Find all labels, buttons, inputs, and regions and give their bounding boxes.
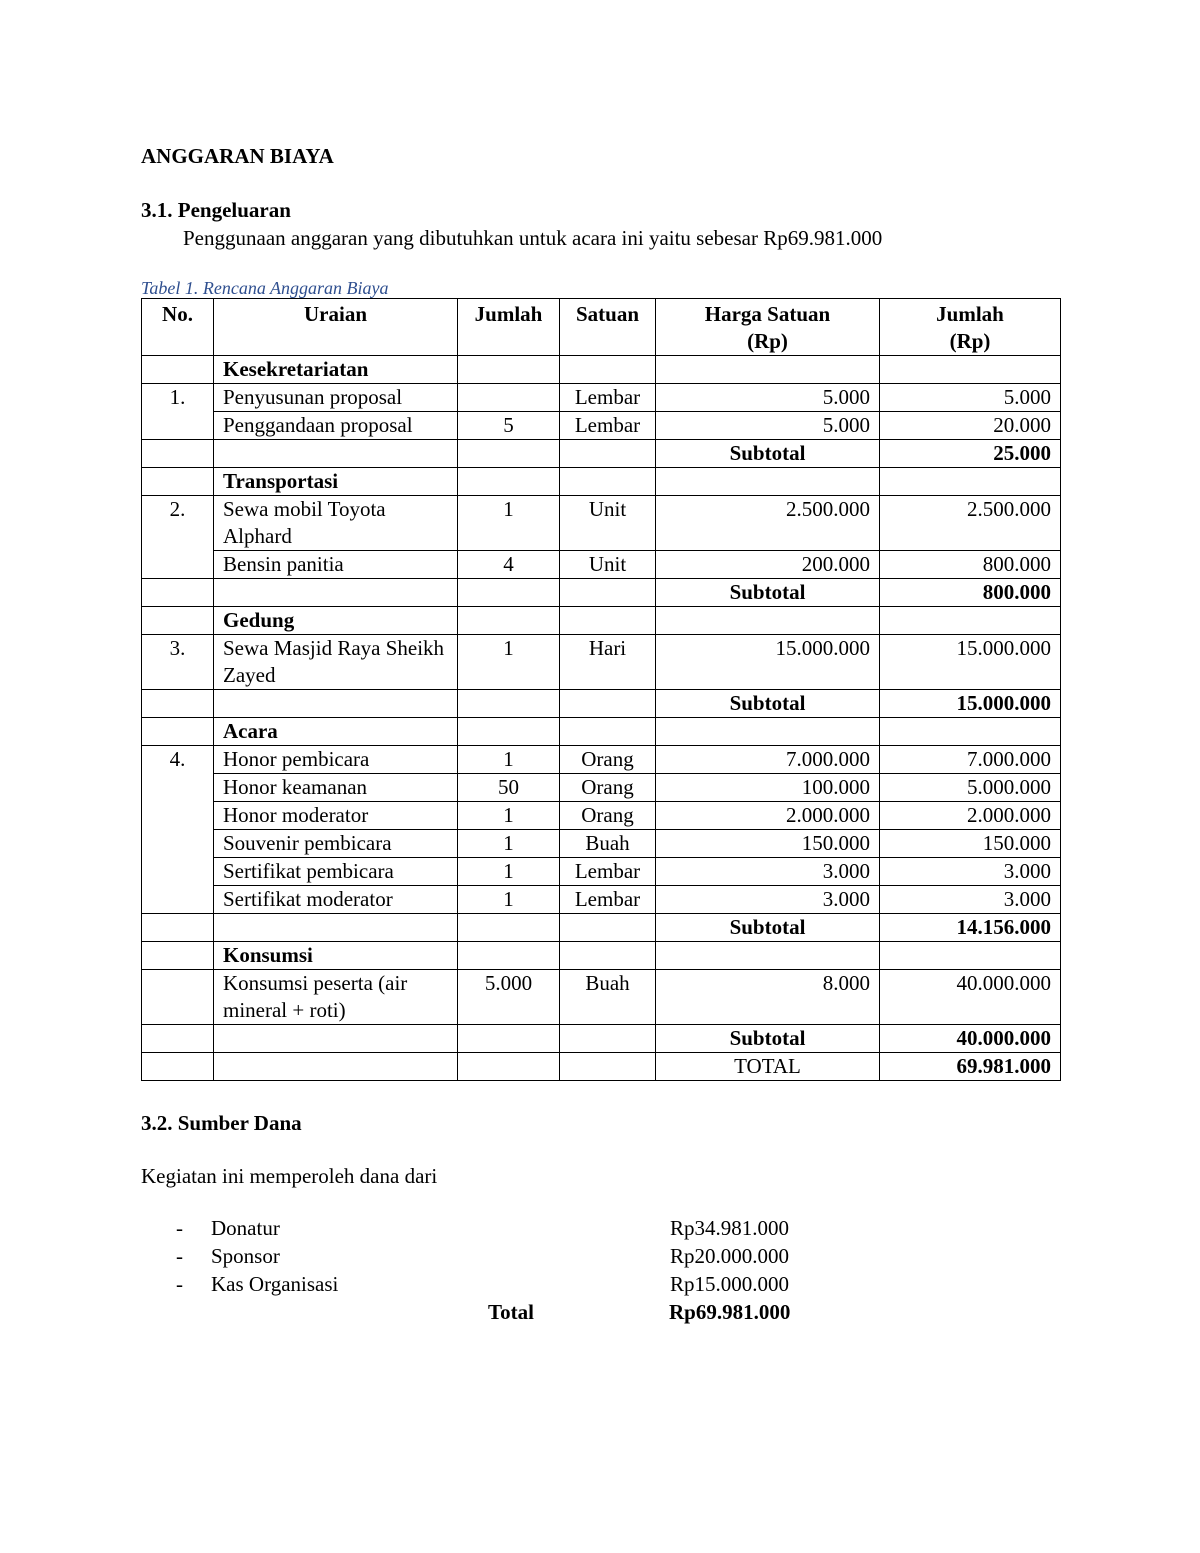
empty-cell [142, 1025, 214, 1053]
item-uraian: Sertifikat pembicara [214, 858, 458, 886]
item-harga-satuan: 3.000 [656, 858, 880, 886]
item-harga-satuan: 2.500.000 [656, 496, 880, 551]
empty-cell [458, 718, 560, 746]
item-uraian: Sewa Masjid Raya Sheikh Zayed [214, 635, 458, 690]
category-row [142, 718, 1061, 746]
category-label: Gedung [214, 607, 458, 635]
category-row [142, 607, 1061, 635]
empty-cell [880, 468, 1061, 496]
empty-cell [458, 579, 560, 607]
empty-cell [214, 914, 458, 942]
item-total: 20.000 [880, 412, 1061, 440]
item-uraian: Penggandaan proposal [214, 412, 458, 440]
item-harga-satuan: 5.000 [656, 412, 880, 440]
category-no-cell [142, 468, 214, 496]
subtotal-value: 800.000 [880, 579, 1061, 607]
empty-cell [560, 718, 656, 746]
category-no-cell [142, 607, 214, 635]
item-satuan: Lembar [560, 412, 656, 440]
category-no-cell [142, 356, 214, 384]
item-total: 3.000 [880, 858, 1061, 886]
empty-cell [142, 579, 214, 607]
item-total: 7.000.000 [880, 746, 1061, 774]
empty-cell [560, 579, 656, 607]
fund-bullet: - [176, 1272, 183, 1296]
empty-cell [880, 942, 1061, 970]
item-row [142, 412, 1061, 440]
empty-cell [214, 690, 458, 718]
header-jumlah: Jumlah [458, 299, 560, 356]
empty-cell [214, 440, 458, 468]
fund-source-row [141, 1244, 841, 1272]
item-total: 15.000.000 [880, 635, 1061, 690]
fund-source-name: Sponsor [211, 1244, 280, 1268]
subtotal-label: Subtotal [656, 690, 880, 718]
subtotal-value: 40.000.000 [880, 1025, 1061, 1053]
fund-source-name: Kas Organisasi [211, 1272, 339, 1296]
item-satuan: Lembar [560, 858, 656, 886]
empty-cell [458, 914, 560, 942]
item-harga-satuan: 5.000 [656, 384, 880, 412]
subtotal-label: Subtotal [656, 914, 880, 942]
item-row [142, 802, 1061, 830]
pengeluaran-paragraph: Penggunaan anggaran yang dibutuhkan untuk acara ini yaitu sebesar Rp69.981.000 [183, 226, 883, 250]
item-total: 40.000.000 [880, 970, 1061, 1025]
empty-cell [560, 1025, 656, 1053]
item-harga-satuan: 100.000 [656, 774, 880, 802]
item-row [142, 886, 1061, 914]
fund-total-amount: Rp69.981.000 [669, 1300, 791, 1324]
fund-bullet: - [176, 1216, 183, 1240]
header-harga-line1: Harga Satuan [704, 302, 831, 326]
empty-cell [458, 607, 560, 635]
item-number: 4. [142, 746, 214, 914]
item-harga-satuan: 8.000 [656, 970, 880, 1025]
header-uraian: Uraian [214, 299, 458, 356]
item-uraian: Honor pembicara [214, 746, 458, 774]
empty-cell [214, 1053, 458, 1081]
item-uraian: Penyusunan proposal [214, 384, 458, 412]
item-jumlah: 5.000 [458, 970, 560, 1025]
item-satuan: Orang [560, 774, 656, 802]
subtotal-label: Subtotal [656, 440, 880, 468]
item-row [142, 551, 1061, 579]
subtotal-value: 15.000.000 [880, 690, 1061, 718]
subtotal-row [142, 690, 1061, 718]
item-satuan: Orang [560, 746, 656, 774]
header-total-line1: Jumlah [936, 302, 1004, 326]
item-total: 5.000.000 [880, 774, 1061, 802]
item-satuan: Unit [560, 551, 656, 579]
subtotal-row [142, 1025, 1061, 1053]
item-satuan: Lembar [560, 384, 656, 412]
budget-table [141, 298, 1061, 1081]
item-jumlah [458, 384, 560, 412]
table-header-row [142, 299, 1061, 356]
category-row [142, 356, 1061, 384]
item-satuan: Hari [560, 635, 656, 690]
empty-cell [656, 718, 880, 746]
item-row [142, 858, 1061, 886]
item-uraian: Honor moderator [214, 802, 458, 830]
fund-source-row [141, 1216, 841, 1244]
table-caption: Tabel 1. Rencana Anggaran Biaya [141, 278, 389, 298]
item-jumlah: 1 [458, 635, 560, 690]
category-row [142, 468, 1061, 496]
item-number: 1. [142, 384, 214, 440]
fund-source-amount: Rp34.981.000 [670, 1216, 790, 1240]
item-harga-satuan: 2.000.000 [656, 802, 880, 830]
item-number: 2. [142, 496, 214, 579]
empty-cell [656, 942, 880, 970]
item-jumlah: 4 [458, 551, 560, 579]
empty-cell [560, 690, 656, 718]
item-satuan: Buah [560, 830, 656, 858]
empty-cell [560, 942, 656, 970]
subtotal-row [142, 579, 1061, 607]
item-uraian: Honor keamanan [214, 774, 458, 802]
item-row [142, 970, 1061, 1025]
item-uraian: Bensin panitia [214, 551, 458, 579]
sumber-dana-intro: Kegiatan ini memperoleh dana dari [141, 1164, 438, 1188]
empty-cell [560, 468, 656, 496]
empty-cell [880, 607, 1061, 635]
empty-cell [214, 1025, 458, 1053]
empty-cell [656, 607, 880, 635]
empty-cell [880, 718, 1061, 746]
empty-cell [560, 356, 656, 384]
category-no-cell [142, 718, 214, 746]
fund-source-name: Donatur [211, 1216, 280, 1240]
header-satuan: Satuan [560, 299, 656, 356]
section-heading-sumber-dana: 3.2. Sumber Dana [141, 1111, 302, 1135]
fund-source-amount: Rp20.000.000 [670, 1244, 790, 1268]
header-harga-satuan [656, 299, 880, 356]
item-total: 5.000 [880, 384, 1061, 412]
item-row [142, 384, 1061, 412]
empty-cell [458, 690, 560, 718]
item-row [142, 635, 1061, 690]
empty-cell [458, 356, 560, 384]
header-total [880, 299, 1061, 356]
empty-cell [560, 440, 656, 468]
subtotal-value: 25.000 [880, 440, 1061, 468]
category-label: Acara [214, 718, 458, 746]
item-jumlah: 5 [458, 412, 560, 440]
item-uraian: Konsumsi peserta (air mineral + roti) [214, 970, 458, 1025]
empty-cell [656, 356, 880, 384]
item-satuan: Lembar [560, 886, 656, 914]
item-number: 3. [142, 635, 214, 690]
fund-source-amount: Rp15.000.000 [670, 1272, 790, 1296]
item-total: 2.500.000 [880, 496, 1061, 551]
fund-source-row [141, 1272, 841, 1300]
empty-cell [560, 1053, 656, 1081]
item-jumlah: 1 [458, 886, 560, 914]
empty-cell [142, 690, 214, 718]
item-jumlah: 50 [458, 774, 560, 802]
item-total: 3.000 [880, 886, 1061, 914]
category-row [142, 942, 1061, 970]
fund-total-label: Total [488, 1300, 534, 1324]
item-uraian: Sewa mobil Toyota Alphard [214, 496, 458, 551]
item-satuan: Orang [560, 802, 656, 830]
item-satuan: Unit [560, 496, 656, 551]
item-harga-satuan: 150.000 [656, 830, 880, 858]
empty-cell [458, 1025, 560, 1053]
item-uraian: Souvenir pembicara [214, 830, 458, 858]
item-row [142, 774, 1061, 802]
item-jumlah: 1 [458, 802, 560, 830]
item-total: 800.000 [880, 551, 1061, 579]
category-label: Kesekretariatan [214, 356, 458, 384]
item-satuan: Buah [560, 970, 656, 1025]
item-harga-satuan: 3.000 [656, 886, 880, 914]
empty-cell [142, 440, 214, 468]
subtotal-row [142, 440, 1061, 468]
empty-cell [560, 914, 656, 942]
item-uraian: Sertifikat moderator [214, 886, 458, 914]
grand-total-row [142, 1053, 1061, 1081]
page-title: ANGGARAN BIAYA [141, 144, 334, 168]
empty-cell [458, 942, 560, 970]
header-harga-line2: (Rp) [747, 329, 788, 353]
item-jumlah: 1 [458, 830, 560, 858]
subtotal-label: Subtotal [656, 579, 880, 607]
subtotal-row [142, 914, 1061, 942]
item-row [142, 496, 1061, 551]
item-jumlah: 1 [458, 496, 560, 551]
empty-cell [560, 607, 656, 635]
category-label: Konsumsi [214, 942, 458, 970]
section-heading-pengeluaran: 3.1. Pengeluaran [141, 198, 291, 222]
fund-source-list [141, 1216, 841, 1328]
grand-total-value: 69.981.000 [880, 1053, 1061, 1081]
item-total: 150.000 [880, 830, 1061, 858]
item-row [142, 746, 1061, 774]
budget-table-body [142, 356, 1061, 1081]
grand-total-label: TOTAL [656, 1053, 880, 1081]
empty-cell [458, 468, 560, 496]
item-jumlah: 1 [458, 746, 560, 774]
empty-cell [142, 1053, 214, 1081]
item-jumlah: 1 [458, 858, 560, 886]
header-total-line2: (Rp) [949, 329, 991, 353]
item-harga-satuan: 15.000.000 [656, 635, 880, 690]
empty-cell [458, 1053, 560, 1081]
fund-total-row [141, 1300, 841, 1328]
category-no-cell [142, 942, 214, 970]
empty-cell [458, 440, 560, 468]
empty-cell [142, 914, 214, 942]
empty-cell [214, 579, 458, 607]
subtotal-value: 14.156.000 [880, 914, 1061, 942]
item-row [142, 830, 1061, 858]
item-number [142, 970, 214, 1025]
item-harga-satuan: 7.000.000 [656, 746, 880, 774]
empty-cell [656, 468, 880, 496]
empty-cell [880, 356, 1061, 384]
category-label: Transportasi [214, 468, 458, 496]
header-no: No. [142, 299, 214, 356]
fund-bullet: - [176, 1244, 183, 1268]
item-harga-satuan: 200.000 [656, 551, 880, 579]
item-total: 2.000.000 [880, 802, 1061, 830]
subtotal-label: Subtotal [656, 1025, 880, 1053]
